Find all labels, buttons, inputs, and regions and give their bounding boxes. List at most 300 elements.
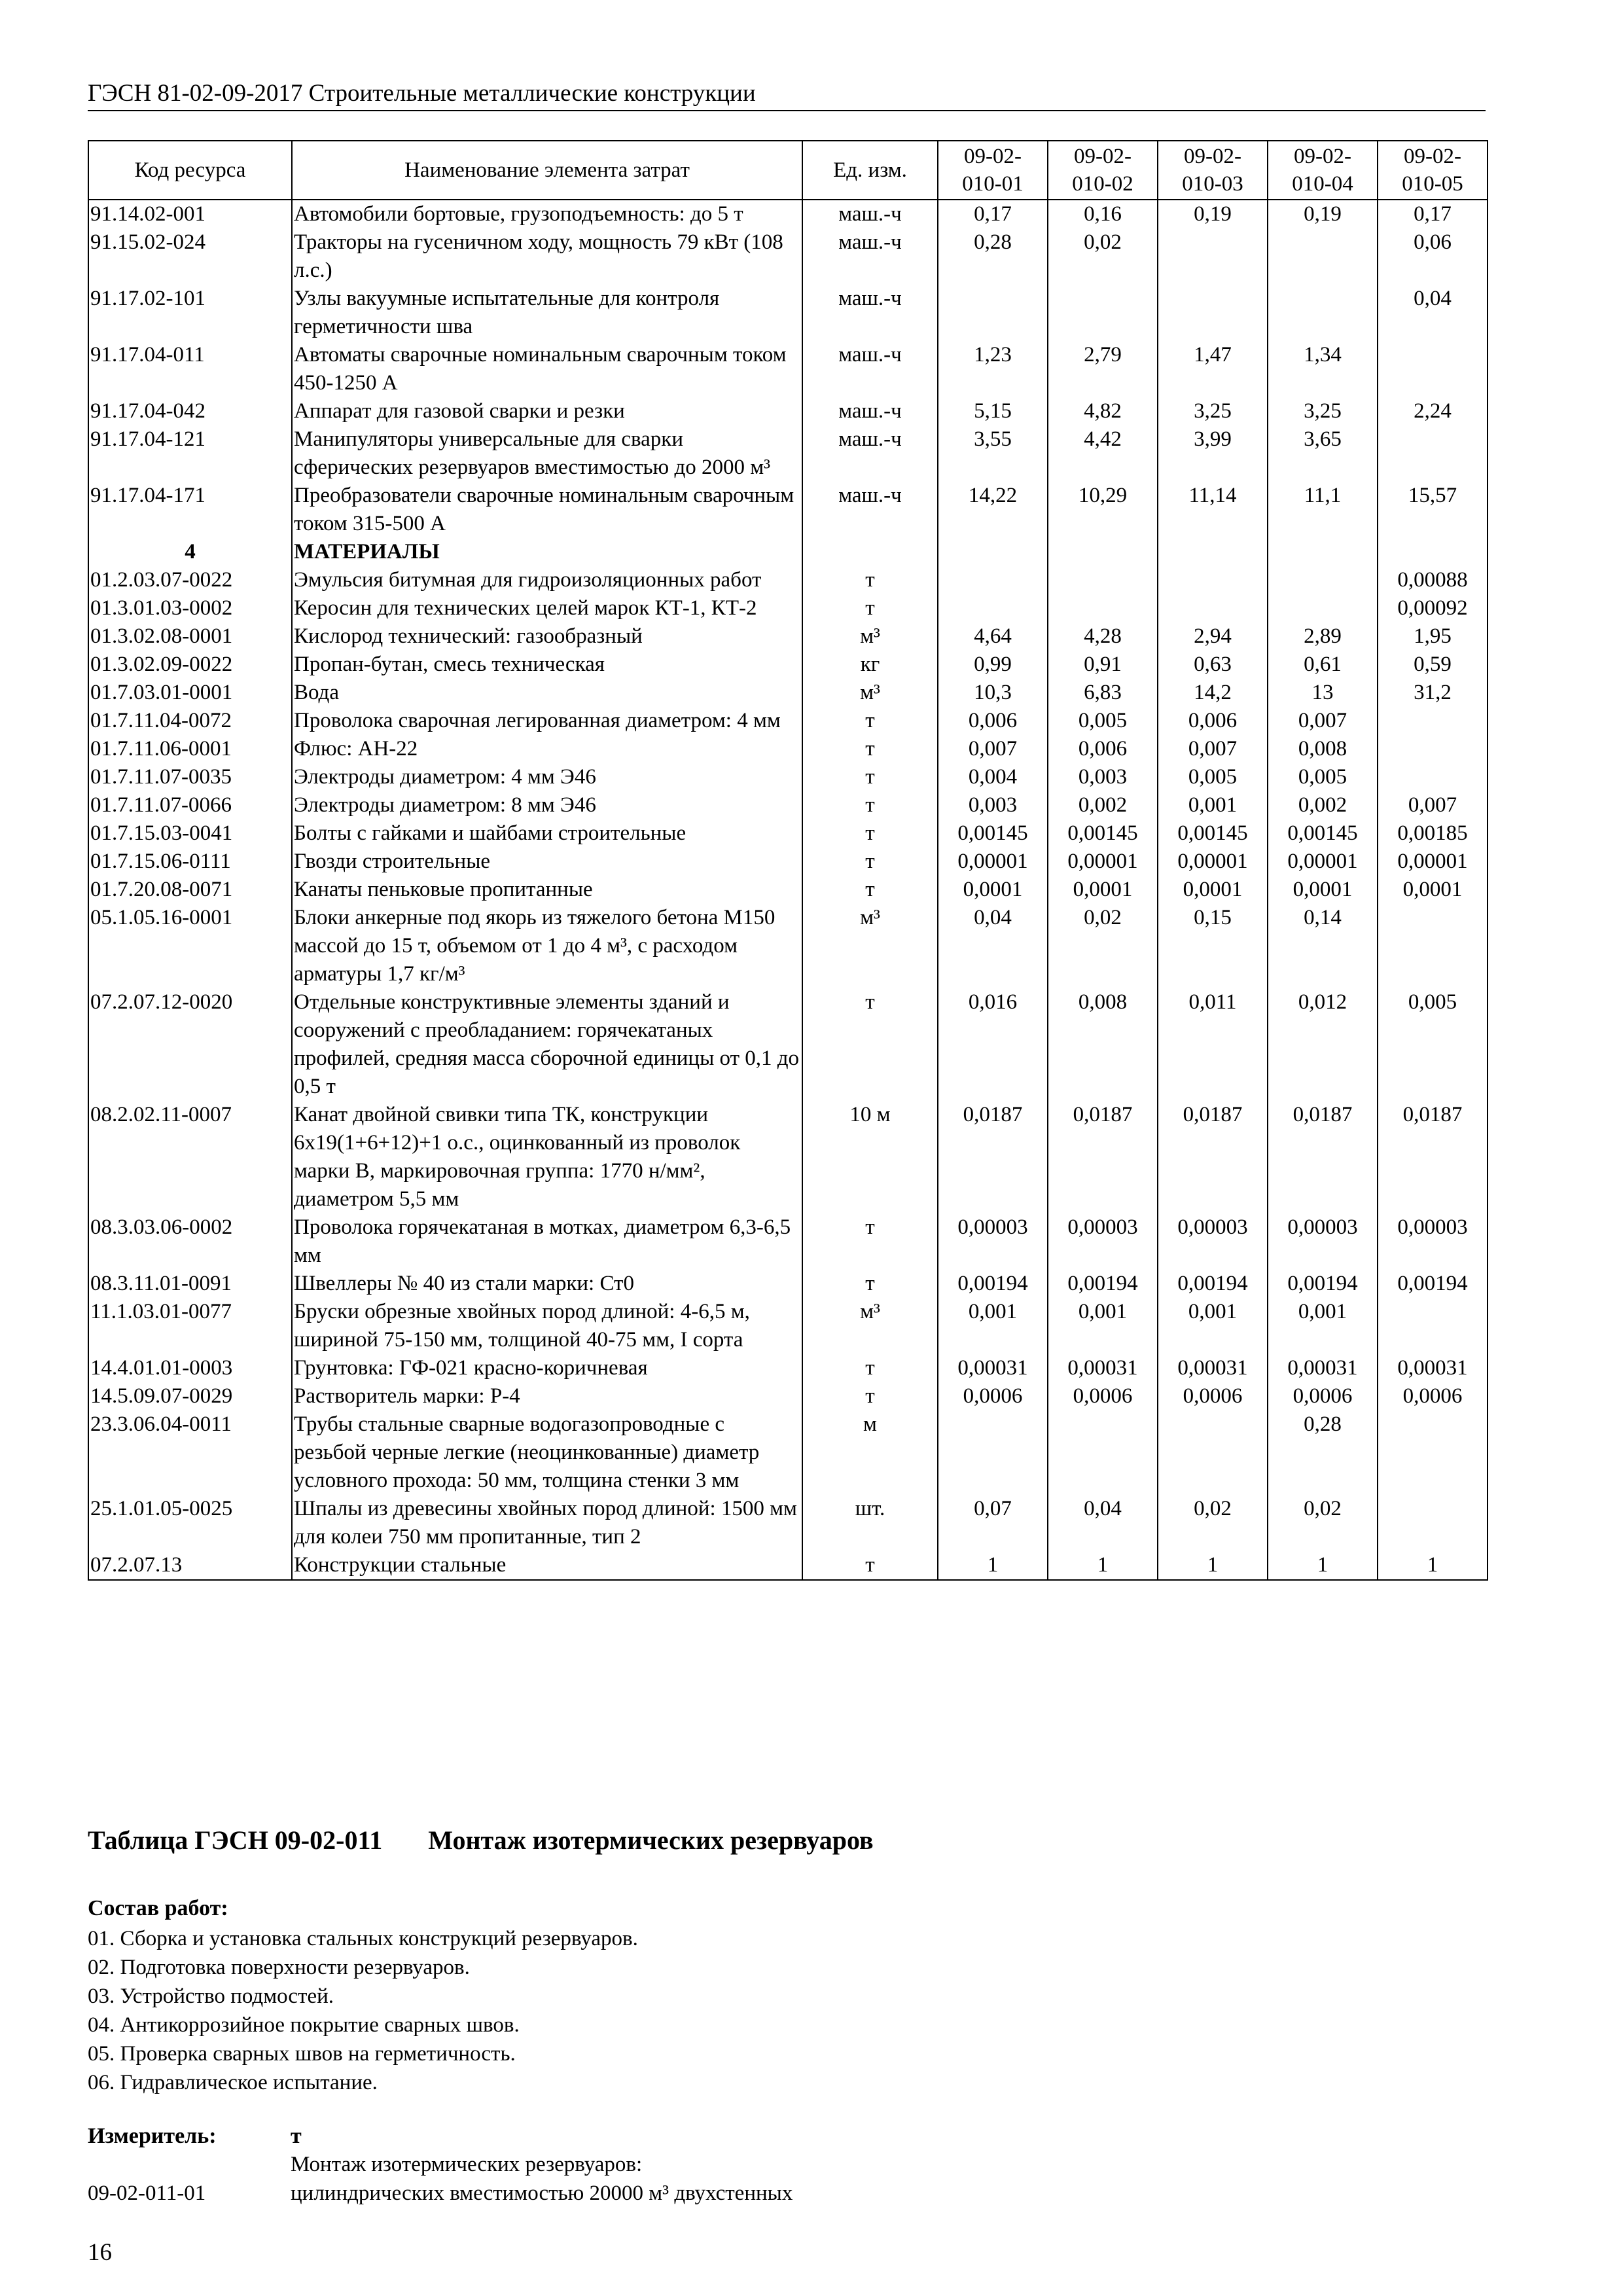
resource-name: Блоки анкерные под якорь из тяжелого бетона М150 массой до 15 т, объемом от 1 до 4 м³, с расходом арматуры 1,7 кг/м³ [292, 904, 802, 988]
table-row [88, 1270, 1488, 1298]
work-item: 06. Гидравлическое испытание. [88, 2071, 378, 2094]
resource-unit: т [802, 791, 938, 819]
table-row [88, 651, 1488, 679]
norm-value: 0,16 [1048, 200, 1158, 228]
norm-value: 0,00194 [1268, 1270, 1378, 1298]
resource-code: 91.17.04-171 [88, 482, 292, 538]
norm-value: 0,63 [1158, 651, 1268, 679]
table-row [88, 735, 1488, 763]
norm-value: 0,0001 [1048, 876, 1158, 904]
norm-value: 14,22 [938, 482, 1048, 538]
norm-value: 0,008 [1048, 988, 1158, 1101]
resource-code: 01.3.01.03-0002 [88, 594, 292, 622]
table-row [88, 482, 1488, 538]
norm-value: 0,00003 [1268, 1213, 1378, 1270]
norm-value: 0,91 [1048, 651, 1158, 679]
measure-label: Измеритель: [88, 2124, 217, 2148]
norm-value: 0,99 [938, 651, 1048, 679]
table-row [88, 1382, 1488, 1410]
resource-code: 01.3.02.09-0022 [88, 651, 292, 679]
norm-value: 1,23 [938, 341, 1048, 397]
norm-value: 0,00145 [1268, 819, 1378, 848]
norm-value: 0,28 [938, 228, 1048, 285]
norm-value: 0,00003 [938, 1213, 1048, 1270]
resource-unit: 10 м [802, 1101, 938, 1213]
norm-value: 10,3 [938, 679, 1048, 707]
norm-value: 0,005 [1158, 763, 1268, 791]
table-row [88, 1551, 1488, 1580]
table-row [88, 594, 1488, 622]
norm-value [938, 566, 1048, 594]
norm-value: 0,005 [1268, 763, 1378, 791]
resource-unit: маш.-ч [802, 397, 938, 425]
norm-value [1378, 1298, 1488, 1354]
norm-value [1378, 735, 1488, 763]
resource-name: Аппарат для газовой сварки и резки [292, 397, 802, 425]
resource-code: 08.2.02.11-0007 [88, 1101, 292, 1213]
norm-value: 1 [1378, 1551, 1488, 1580]
norm-value: 0,0001 [1268, 876, 1378, 904]
norm-value [1158, 285, 1268, 341]
norm-value: 0,02 [1048, 904, 1158, 988]
resource-unit: м³ [802, 679, 938, 707]
norm-value: 0,006 [1158, 707, 1268, 735]
resource-name: Шпалы из древесины хвойных пород длиной: 1500 мм для колеи 750 мм пропитанные, тип 2 [292, 1495, 802, 1551]
resource-unit: т [802, 763, 938, 791]
table-row [88, 200, 1488, 228]
running-header [88, 77, 1486, 111]
table-row [88, 679, 1488, 707]
column-header: 09-02- 010-01 [938, 141, 1048, 200]
work-item: 03. Устройство подмостей. [88, 1984, 334, 2008]
table-row [88, 285, 1488, 341]
norm-value: 0,007 [1158, 735, 1268, 763]
resource-unit: шт. [802, 1495, 938, 1551]
resource-name: Растворитель марки: Р-4 [292, 1382, 802, 1410]
resource-unit: маш.-ч [802, 285, 938, 341]
norm-value [1158, 1410, 1268, 1495]
work-item: 05. Проверка сварных швов на герметичность. [88, 2042, 516, 2066]
norm-value: 0,02 [1048, 228, 1158, 285]
resource-unit: т [802, 594, 938, 622]
norm-value: 0,0001 [938, 876, 1048, 904]
norm-value: 15,57 [1378, 482, 1488, 538]
norm-value: 0,00031 [1378, 1354, 1488, 1382]
resource-code: 07.2.07.12-0020 [88, 988, 292, 1101]
resource-code: 14.4.01.01-0003 [88, 1354, 292, 1382]
resource-code: 01.7.11.06-0001 [88, 735, 292, 763]
resource-code: 91.15.02-024 [88, 228, 292, 285]
resource-name: Узлы вакуумные испытательные для контроля герметичности шва [292, 285, 802, 341]
norm-value: 0,001 [1268, 1298, 1378, 1354]
norm-value: 0,17 [1378, 200, 1488, 228]
norm-value: 3,55 [938, 425, 1048, 482]
resource-code: 01.3.02.08-0001 [88, 622, 292, 651]
resource-name: Конструкции стальные [292, 1551, 802, 1580]
table-row [88, 988, 1488, 1101]
norm-value: 0,0001 [1378, 876, 1488, 904]
resource-code: 91.17.04-042 [88, 397, 292, 425]
norm-value: 0,005 [1048, 707, 1158, 735]
norm-value: 0,006 [1048, 735, 1158, 763]
table-row [88, 1495, 1488, 1551]
norm-value: 3,65 [1268, 425, 1378, 482]
norm-value: 0,15 [1158, 904, 1268, 988]
resource-name: Канат двойной свивки типа ТК, конструкции 6х19(1+6+12)+1 о.с., оцинкованный из проволок марки В, маркировочная группа: 1770 н/мм², диаметром 5,5 мм [292, 1101, 802, 1213]
resource-code: 91.14.02-001 [88, 200, 292, 228]
norm-value: 14,2 [1158, 679, 1268, 707]
norm-value: 0,0187 [1268, 1101, 1378, 1213]
norm-value [1378, 763, 1488, 791]
norm-value: 0,0187 [938, 1101, 1048, 1213]
resource-name: Автомобили бортовые, грузоподъемность: до 5 т [292, 200, 802, 228]
table-header [88, 141, 1488, 200]
resource-code: 08.3.03.06-0002 [88, 1213, 292, 1270]
norm-value: 0,00031 [938, 1354, 1048, 1382]
norm-value: 0,0187 [1158, 1101, 1268, 1213]
norm-value: 0,00031 [1158, 1354, 1268, 1382]
norm-value [938, 285, 1048, 341]
resource-code: 14.5.09.07-0029 [88, 1382, 292, 1410]
resource-code: 01.2.03.07-0022 [88, 566, 292, 594]
resource-unit: т [802, 1354, 938, 1382]
norm-value: 0,00001 [1048, 848, 1158, 876]
norm-value: 4,42 [1048, 425, 1158, 482]
resource-name: Керосин для технических целей марок КТ-1, КТ-2 [292, 594, 802, 622]
norm-value: 0,0187 [1048, 1101, 1158, 1213]
norm-value: 1,47 [1158, 341, 1268, 397]
resource-code: 01.7.11.04-0072 [88, 707, 292, 735]
norm-value: 11,14 [1158, 482, 1268, 538]
resource-unit: т [802, 848, 938, 876]
resource-unit: т [802, 707, 938, 735]
norm-value [1268, 566, 1378, 594]
norm-value: 0,007 [1268, 707, 1378, 735]
norm-value: 3,99 [1158, 425, 1268, 482]
norm-value [1378, 425, 1488, 482]
norm-value: 0,006 [938, 707, 1048, 735]
resource-name: Швеллеры № 40 из стали марки: Ст0 [292, 1270, 802, 1298]
norm-value: 0,04 [1378, 285, 1488, 341]
norm-value: 0,0006 [1158, 1382, 1268, 1410]
norm-value: 0,004 [938, 763, 1048, 791]
norm-value: 1 [1048, 1551, 1158, 1580]
resource-unit: маш.-ч [802, 482, 938, 538]
resource-unit: т [802, 1213, 938, 1270]
norm-value: 13 [1268, 679, 1378, 707]
norm-value: 0,00092 [1378, 594, 1488, 622]
norm-value: 0,00001 [1268, 848, 1378, 876]
resource-unit: т [802, 1382, 938, 1410]
norm-value: 0,001 [1158, 791, 1268, 819]
resource-code: 08.3.11.01-0091 [88, 1270, 292, 1298]
resource-name: Пропан-бутан, смесь техническая [292, 651, 802, 679]
norm-value: 0,06 [1378, 228, 1488, 285]
norm-value: 0,00185 [1378, 819, 1488, 848]
norm-value: 0,00145 [1048, 819, 1158, 848]
norm-value: 0,002 [1268, 791, 1378, 819]
empty-cell [1158, 538, 1268, 566]
norm-value [938, 1410, 1048, 1495]
table-row [88, 425, 1488, 482]
header-title: ГЭСН 81-02-09-2017 Строительные металлические конструкции [88, 80, 756, 107]
column-header: 09-02- 010-04 [1268, 141, 1378, 200]
table-heading [88, 1825, 874, 1856]
resource-code: 07.2.07.13 [88, 1551, 292, 1580]
norm-value: 0,016 [938, 988, 1048, 1101]
table-row [88, 707, 1488, 735]
page-number: 16 [88, 2239, 112, 2266]
norm-value [1268, 228, 1378, 285]
norm-value: 0,00145 [938, 819, 1048, 848]
resource-table [88, 140, 1488, 1581]
resource-code: 01.7.03.01-0001 [88, 679, 292, 707]
empty-cell [1048, 538, 1158, 566]
norm-value: 0,00003 [1158, 1213, 1268, 1270]
norm-value: 1,34 [1268, 341, 1378, 397]
table-row [88, 876, 1488, 904]
norm-value: 0,04 [938, 904, 1048, 988]
norm-value: 4,82 [1048, 397, 1158, 425]
norm-value: 0,0006 [938, 1382, 1048, 1410]
resource-name: Гвозди строительные [292, 848, 802, 876]
norm-value [1048, 1410, 1158, 1495]
norm-value [1378, 707, 1488, 735]
norm-value: 0,007 [938, 735, 1048, 763]
norm-value: 0,00194 [1378, 1270, 1488, 1298]
table-row [88, 848, 1488, 876]
table-row [88, 791, 1488, 819]
resource-name: Эмульсия битумная для гидроизоляционных работ [292, 566, 802, 594]
norm-value: 2,89 [1268, 622, 1378, 651]
norm-value: 3,25 [1158, 397, 1268, 425]
resource-unit: т [802, 876, 938, 904]
resource-name: Кислород технический: газообразный [292, 622, 802, 651]
resource-unit: маш.-ч [802, 341, 938, 397]
resource-code: 01.7.15.06-0111 [88, 848, 292, 876]
norm-value: 10,29 [1048, 482, 1158, 538]
norm-value: 0,61 [1268, 651, 1378, 679]
norm-value: 0,00001 [1378, 848, 1488, 876]
resource-unit: т [802, 988, 938, 1101]
norm-value: 0,008 [1268, 735, 1378, 763]
table-row [88, 1298, 1488, 1354]
norm-value: 0,012 [1268, 988, 1378, 1101]
column-header: Ед. изм. [802, 141, 938, 200]
norm-value: 0,00145 [1158, 819, 1268, 848]
table-row [88, 228, 1488, 285]
norm-value: 0,00194 [1158, 1270, 1268, 1298]
resource-name: Автоматы сварочные номинальным сварочным током 450-1250 А [292, 341, 802, 397]
norm-value: 0,00003 [1048, 1213, 1158, 1270]
norm-value: 0,00031 [1048, 1354, 1158, 1382]
resource-code: 91.17.02-101 [88, 285, 292, 341]
resource-unit: м [802, 1410, 938, 1495]
measure-unit: т [291, 2124, 302, 2148]
norm-value: 0,003 [938, 791, 1048, 819]
norm-value: 0,007 [1378, 791, 1488, 819]
resource-name: Грунтовка: ГФ-021 красно-коричневая [292, 1354, 802, 1382]
norm-value: 0,00088 [1378, 566, 1488, 594]
norm-value: 0,04 [1048, 1495, 1158, 1551]
norm-value: 4,64 [938, 622, 1048, 651]
resource-unit: м³ [802, 904, 938, 988]
column-header: 09-02- 010-02 [1048, 141, 1158, 200]
resource-name: Вода [292, 679, 802, 707]
resource-code: 01.7.11.07-0035 [88, 763, 292, 791]
resource-unit: т [802, 819, 938, 848]
norm-value: 0,011 [1158, 988, 1268, 1101]
section-code: 4 [88, 538, 292, 566]
resource-unit: маш.-ч [802, 228, 938, 285]
column-header: Наименование элемента затрат [292, 141, 802, 200]
resource-code: 01.7.20.08-0071 [88, 876, 292, 904]
resource-code: 91.17.04-011 [88, 341, 292, 397]
norm-value: 6,83 [1048, 679, 1158, 707]
resource-unit: кг [802, 651, 938, 679]
resource-unit: маш.-ч [802, 200, 938, 228]
norm-value: 0,07 [938, 1495, 1048, 1551]
norm-value: 3,25 [1268, 397, 1378, 425]
resource-name: Болты с гайками и шайбами строительные [292, 819, 802, 848]
norm-value [1158, 228, 1268, 285]
norm-value: 0,19 [1158, 200, 1268, 228]
resource-name: Флюс: АН-22 [292, 735, 802, 763]
norm-value: 1 [1268, 1551, 1378, 1580]
norm-value: 0,0187 [1378, 1101, 1488, 1213]
norm-value: 0,02 [1268, 1495, 1378, 1551]
norm-value [1378, 904, 1488, 988]
section-row [88, 538, 1488, 566]
resource-name: Бруски обрезные хвойных пород длиной: 4-6,5 м, шириной 75-150 мм, толщиной 40-75 мм, I сорта [292, 1298, 802, 1354]
norm-value: 5,15 [938, 397, 1048, 425]
resource-unit: маш.-ч [802, 425, 938, 482]
resource-name: Трубы стальные сварные водогазопроводные с резьбой черные легкие (неоцинкованные) диаметр условного прохода: 50 мм, толщина стенки 3 мм [292, 1410, 802, 1495]
table-row [88, 566, 1488, 594]
norm-value: 0,0006 [1378, 1382, 1488, 1410]
work-item: 02. Подготовка поверхности резервуаров. [88, 1956, 470, 1979]
table-row [88, 763, 1488, 791]
resource-unit: т [802, 735, 938, 763]
resource-code: 25.1.01.05-0025 [88, 1495, 292, 1551]
column-header: Код ресурса [88, 141, 292, 200]
norm-value: 2,24 [1378, 397, 1488, 425]
table-row [88, 904, 1488, 988]
table-label: Таблица ГЭСН 09-02-011 [88, 1825, 383, 1855]
resource-name: Проволока сварочная легированная диаметром: 4 мм [292, 707, 802, 735]
norm-value [1048, 594, 1158, 622]
norm-value [1268, 285, 1378, 341]
norm-value [1378, 1410, 1488, 1495]
norm-value [1048, 285, 1158, 341]
resource-name: Электроды диаметром: 4 мм Э46 [292, 763, 802, 791]
norm-value: 0,001 [1158, 1298, 1268, 1354]
empty-cell [802, 538, 938, 566]
resource-unit: т [802, 1270, 938, 1298]
table-row [88, 1101, 1488, 1213]
norm-value: 0,0006 [1268, 1382, 1378, 1410]
resource-unit: м³ [802, 622, 938, 651]
header-row [88, 141, 1488, 200]
resource-code: 11.1.03.01-0077 [88, 1298, 292, 1354]
table-row [88, 341, 1488, 397]
column-header: 09-02- 010-03 [1158, 141, 1268, 200]
norm-value: 0,59 [1378, 651, 1488, 679]
resource-name: Преобразователи сварочные номинальным сварочным током 315-500 А [292, 482, 802, 538]
norm-value: 0,0001 [1158, 876, 1268, 904]
norm-value: 4,28 [1048, 622, 1158, 651]
resource-name: Отдельные конструктивные элементы зданий и сооружений с преобладанием: горячекатаных профилей, средняя масса сборочной единицы от 0,1 до 0,5 т [292, 988, 802, 1101]
norm-value: 1 [938, 1551, 1048, 1580]
resource-code: 01.7.11.07-0066 [88, 791, 292, 819]
empty-cell [1268, 538, 1378, 566]
table-row [88, 1354, 1488, 1382]
norm-value: 0,28 [1268, 1410, 1378, 1495]
norm-value: 0,00001 [938, 848, 1048, 876]
norm-value: 0,00031 [1268, 1354, 1378, 1382]
empty-cell [1378, 538, 1488, 566]
norm-value [1048, 566, 1158, 594]
norm-value: 0,005 [1378, 988, 1488, 1101]
norm-value: 0,003 [1048, 763, 1158, 791]
resource-name: Канаты пеньковые пропитанные [292, 876, 802, 904]
empty-cell [938, 538, 1048, 566]
table-row [88, 1410, 1488, 1495]
norm-description: Монтаж изотермических резервуаров: [291, 2153, 643, 2176]
norm-value: 2,79 [1048, 341, 1158, 397]
resource-unit: т [802, 1551, 938, 1580]
norm-value: 1 [1158, 1551, 1268, 1580]
norm-value: 31,2 [1378, 679, 1488, 707]
norm-value [938, 594, 1048, 622]
norm-value: 0,14 [1268, 904, 1378, 988]
resource-code: 23.3.06.04-0011 [88, 1410, 292, 1495]
table-row [88, 622, 1488, 651]
norm-value: 0,00194 [938, 1270, 1048, 1298]
norm-value: 0,0006 [1048, 1382, 1158, 1410]
work-item: 04. Антикоррозийное покрытие сварных швов. [88, 2013, 520, 2037]
norm-value: 0,02 [1158, 1495, 1268, 1551]
resource-code: 05.1.05.16-0001 [88, 904, 292, 988]
table-row [88, 1213, 1488, 1270]
norm-value [1378, 341, 1488, 397]
norm-value: 0,001 [938, 1298, 1048, 1354]
table-title: Монтаж изотермических резервуаров [428, 1825, 874, 1855]
works-list [88, 1924, 638, 2097]
norm-code: 09-02-011-01 [88, 2181, 206, 2205]
work-item: 01. Сборка и установка стальных конструкций резервуаров. [88, 1927, 638, 1950]
table-row [88, 397, 1488, 425]
resource-name: Тракторы на гусеничном ходу, мощность 79 кВт (108 л.с.) [292, 228, 802, 285]
resource-unit: м³ [802, 1298, 938, 1354]
norm-value [1158, 566, 1268, 594]
norm-value: 0,00001 [1158, 848, 1268, 876]
resource-name: Электроды диаметром: 8 мм Э46 [292, 791, 802, 819]
norm-value [1268, 594, 1378, 622]
norm-value: 1,95 [1378, 622, 1488, 651]
norm-value: 0,00194 [1048, 1270, 1158, 1298]
norm-subdescription: цилиндрических вместимостью 20000 м³ двухстенных [291, 2181, 793, 2205]
norm-value [1158, 594, 1268, 622]
resource-code: 01.7.15.03-0041 [88, 819, 292, 848]
column-header: 09-02- 010-05 [1378, 141, 1488, 200]
norm-value: 2,94 [1158, 622, 1268, 651]
table-body [88, 200, 1488, 1580]
norm-value: 0,17 [938, 200, 1048, 228]
works-title: Состав работ: [88, 1896, 228, 1920]
table-row [88, 819, 1488, 848]
norm-value [1378, 1495, 1488, 1551]
